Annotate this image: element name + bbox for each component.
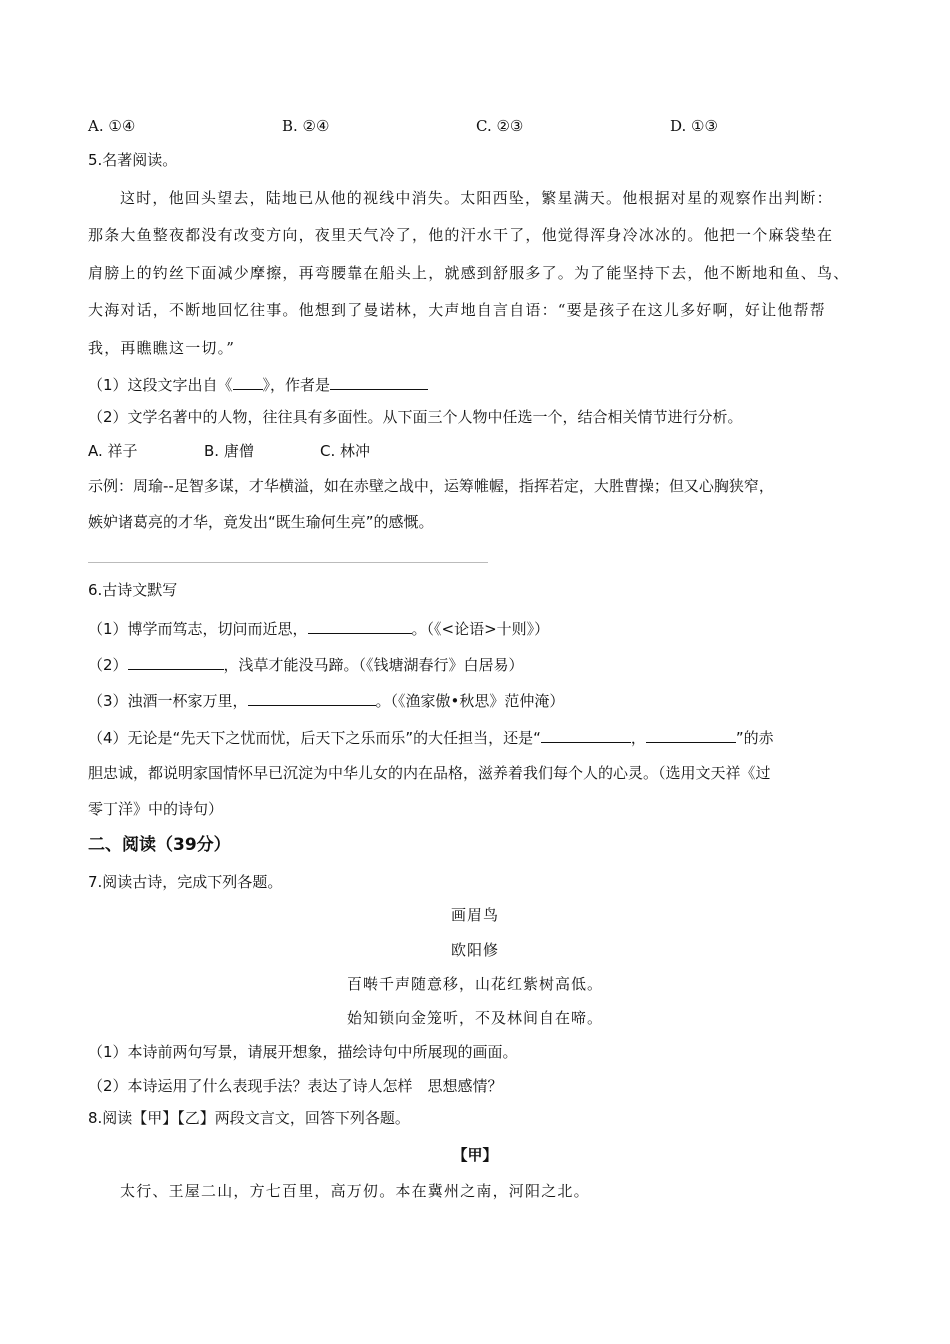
q5-sub1 bbox=[88, 373, 428, 395]
q7-title: 7.阅读古诗，完成下列各题。 bbox=[88, 873, 283, 891]
q6-item-3-text-a: （3）浊酒一杯家万里， bbox=[88, 692, 248, 710]
q8-title: 8.阅读【甲】【乙】两段文言文，回答下列各题。 bbox=[88, 1109, 410, 1127]
q5-passage-line-3: 肩膀上的钓丝下面减少摩擦，再弯腰靠在船头上，就感到舒服多了。为了能坚持下去，他不断地和鱼、鸟、 bbox=[88, 264, 850, 282]
q6-item-4-line-3: 零丁洋》中的诗句） bbox=[88, 800, 224, 818]
section-2-heading: 二、阅读（39分） bbox=[88, 835, 231, 855]
divider bbox=[88, 562, 488, 563]
q6-item-2 bbox=[88, 653, 524, 675]
q5-book-blank[interactable] bbox=[233, 373, 263, 390]
q5-choice-a: A. 祥子 bbox=[88, 442, 138, 460]
q6-item-4-blank-2[interactable] bbox=[646, 726, 736, 743]
q7-sub1: （1）本诗前两句写景，请展开想象，描绘诗句中所展现的画面。 bbox=[88, 1043, 518, 1061]
q6-item-4-text-a: （4）无论是“先天下之忧而忧，后天下之乐而乐”的大任担当，还是“ bbox=[88, 729, 541, 747]
q6-item-1 bbox=[88, 617, 549, 639]
q6-item-4-line-1 bbox=[88, 726, 774, 748]
q5-choice-b: B. 唐僧 bbox=[204, 442, 254, 460]
q6-item-3 bbox=[88, 689, 564, 711]
q5-example-line-1: 示例：周瑜--足智多谋，才华横溢，如在赤壁之战中，运筹帷幄，指挥若定，大胜曹操；但又心胸狭窄， bbox=[88, 477, 774, 495]
q6-item-1-text-a: （1）博学而笃志，切问而近思， bbox=[88, 620, 308, 638]
q6-item-2-blank[interactable] bbox=[128, 653, 224, 670]
q5-passage-line-5: 我，再瞧瞧这一切。” bbox=[88, 339, 236, 357]
q8-passage-line-1: 太行、王屋二山，方七百里，高万仞。本在冀州之南，河阳之北。 bbox=[120, 1182, 590, 1200]
q6-item-4-comma: ， bbox=[630, 729, 646, 747]
q5-passage-line-1: 这时，他回头望去，陆地已从他的视线中消失。太阳西坠，繁星满天。他根据对星的观察作出判断： bbox=[120, 189, 833, 207]
poem-line-1: 百啭千声随意移，山花红紫树高低。 bbox=[346, 975, 603, 993]
q6-item-3-blank[interactable] bbox=[248, 689, 376, 706]
q6-item-2-text-b: ，浅草才能没马蹄。（《钱塘湖春行》白居易） bbox=[223, 656, 524, 674]
q5-example-line-2: 嫉妒诸葛亮的才华，竟发出“既生瑜何生亮”的感慨。 bbox=[88, 513, 434, 531]
q6-item-4-text-b: ”的赤 bbox=[735, 729, 774, 747]
q7-sub2: （2）本诗运用了什么表现手法？表达了诗人怎样 思想感情？ bbox=[88, 1077, 503, 1095]
option-b: B. ②④ bbox=[282, 117, 330, 135]
poem-author: 欧阳修 bbox=[450, 941, 499, 959]
option-c: C. ②③ bbox=[476, 117, 524, 135]
option-a: A. ①④ bbox=[88, 117, 136, 135]
q5-author-blank[interactable] bbox=[330, 373, 428, 390]
q6-item-3-text-b: 。（《渔家傲•秋思》范仲淹） bbox=[375, 692, 565, 710]
q6-item-4-line-2: 胆忠诚，都说明家国情怀早已沉淀为中华儿女的内在品格，滋养着我们每个人的心灵。（选用文天祥《过 bbox=[88, 764, 771, 782]
q8-section-label: 【甲】 bbox=[452, 1146, 498, 1164]
poem-title: 画眉鸟 bbox=[450, 906, 499, 924]
q5-passage-line-4: 大海对话，不断地回忆往事。他想到了曼诺林，大声地自言自语：“要是孩子在这儿多好啊，好让他帮帮 bbox=[88, 301, 826, 319]
q6-title: 6.古诗文默写 bbox=[88, 581, 178, 599]
poem-line-2: 始知锁向金笼听，不及林间自在啼。 bbox=[346, 1009, 603, 1027]
q5-choice-c: C. 林冲 bbox=[320, 442, 371, 460]
q6-item-1-text-b: 。（《<论语>十则》） bbox=[411, 620, 550, 638]
q5-sub1-text-b: 》，作者是 bbox=[262, 376, 331, 394]
q5-sub2: （2）文学名著中的人物，往往具有多面性。从下面三个人物中任选一个，结合相关情节进行分析。 bbox=[88, 408, 743, 426]
q6-item-1-blank[interactable] bbox=[308, 617, 412, 634]
q5-passage-line-2: 那条大鱼整夜都没有改变方向，夜里天气冷了，他的汗水干了，他觉得浑身冷冰冰的。他把一个麻袋垫在 bbox=[88, 226, 834, 244]
option-d: D. ①③ bbox=[670, 117, 718, 135]
q6-item-4-blank-1[interactable] bbox=[541, 726, 631, 743]
q5-sub1-text-a: （1）这段文字出自《 bbox=[88, 376, 233, 394]
q6-item-2-text-a: （2） bbox=[88, 656, 128, 674]
q5-title: 5.名著阅读。 bbox=[88, 151, 178, 169]
